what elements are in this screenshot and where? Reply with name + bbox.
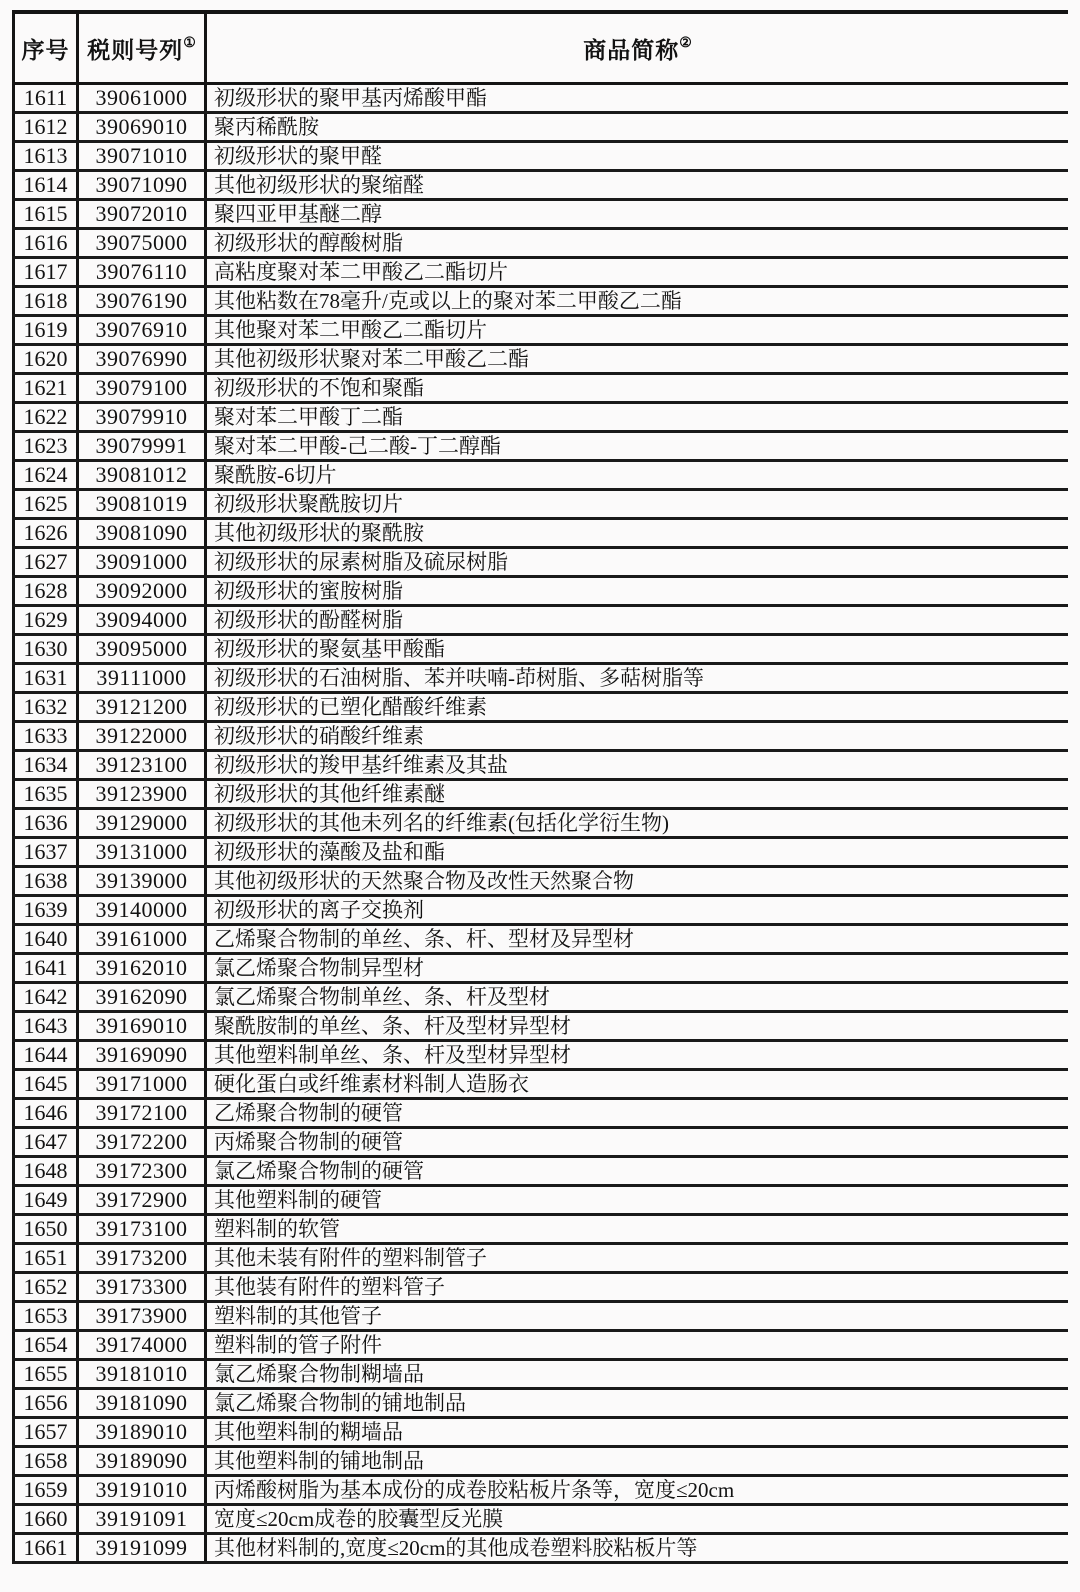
table-row [14, 519, 1069, 548]
code-cell: 39076910 [78, 316, 206, 345]
code-cell: 39072010 [78, 200, 206, 229]
table-row [14, 1157, 1069, 1186]
name-cell: 初级形状的已塑化醋酸纤维素 [206, 693, 1069, 722]
code-cell: 39076110 [78, 258, 206, 287]
table-row [14, 925, 1069, 954]
name-cell: 其他塑料制的铺地制品 [206, 1447, 1069, 1476]
seq-cell: 1661 [14, 1534, 78, 1563]
name-cell: 聚酰胺制的单丝、条、杆及型材异型材 [206, 1012, 1069, 1041]
name-cell: 初级形状的其他未列名的纤维素(包括化学衍生物) [206, 809, 1069, 838]
footnote-1-marker: ① [183, 35, 196, 51]
code-cell: 39191010 [78, 1476, 206, 1505]
table-row [14, 1244, 1069, 1273]
name-cell: 氯乙烯聚合物制异型材 [206, 954, 1069, 983]
table-row [14, 1418, 1069, 1447]
table-row [14, 1128, 1069, 1157]
table-header [14, 12, 1069, 84]
code-cell: 39169090 [78, 1041, 206, 1070]
header-name [206, 12, 1069, 84]
table-row [14, 1302, 1069, 1331]
table-row [14, 693, 1069, 722]
name-cell: 塑料制的软管 [206, 1215, 1069, 1244]
table-row [14, 1389, 1069, 1418]
seq-cell: 1611 [14, 84, 78, 113]
table-row [14, 751, 1069, 780]
name-cell: 其他粘数在78毫升/克或以上的聚对苯二甲酸乙二酯 [206, 287, 1069, 316]
table-row [14, 84, 1069, 113]
code-cell: 39129000 [78, 809, 206, 838]
footnote-2-marker: ② [679, 35, 692, 51]
seq-cell: 1635 [14, 780, 78, 809]
name-cell: 初级形状的聚氨基甲酸酯 [206, 635, 1069, 664]
name-cell: 聚酰胺-6切片 [206, 461, 1069, 490]
code-cell: 39131000 [78, 838, 206, 867]
table-row [14, 229, 1069, 258]
name-cell: 其他初级形状的聚酰胺 [206, 519, 1069, 548]
seq-cell: 1631 [14, 664, 78, 693]
table-row [14, 780, 1069, 809]
table-row [14, 345, 1069, 374]
seq-cell: 1634 [14, 751, 78, 780]
table-row [14, 1186, 1069, 1215]
code-cell: 39081090 [78, 519, 206, 548]
seq-cell: 1620 [14, 345, 78, 374]
seq-cell: 1660 [14, 1505, 78, 1534]
seq-cell: 1657 [14, 1418, 78, 1447]
table-row [14, 577, 1069, 606]
name-cell: 聚四亚甲基醚二醇 [206, 200, 1069, 229]
code-cell: 39172100 [78, 1099, 206, 1128]
seq-cell: 1621 [14, 374, 78, 403]
table-row [14, 664, 1069, 693]
code-cell: 39076190 [78, 287, 206, 316]
name-cell: 塑料制的其他管子 [206, 1302, 1069, 1331]
table-row [14, 1273, 1069, 1302]
seq-cell: 1649 [14, 1186, 78, 1215]
code-cell: 39173300 [78, 1273, 206, 1302]
table-row [14, 374, 1069, 403]
name-cell: 丙烯聚合物制的硬管 [206, 1128, 1069, 1157]
code-cell: 39171000 [78, 1070, 206, 1099]
name-cell: 聚丙稀酰胺 [206, 113, 1069, 142]
seq-cell: 1653 [14, 1302, 78, 1331]
code-cell: 39140000 [78, 896, 206, 925]
seq-cell: 1627 [14, 548, 78, 577]
code-cell: 39092000 [78, 577, 206, 606]
code-cell: 39061000 [78, 84, 206, 113]
name-cell: 其他初级形状的天然聚合物及改性天然聚合物 [206, 867, 1069, 896]
seq-cell: 1642 [14, 983, 78, 1012]
name-cell: 初级形状的藻酸及盐和酯 [206, 838, 1069, 867]
seq-cell: 1617 [14, 258, 78, 287]
code-cell: 39081019 [78, 490, 206, 519]
code-cell: 39076990 [78, 345, 206, 374]
name-cell: 初级形状的其他纤维素醚 [206, 780, 1069, 809]
table-row [14, 983, 1069, 1012]
code-cell: 39123900 [78, 780, 206, 809]
table-row [14, 113, 1069, 142]
seq-cell: 1645 [14, 1070, 78, 1099]
seq-cell: 1623 [14, 432, 78, 461]
seq-cell: 1626 [14, 519, 78, 548]
table-row [14, 1360, 1069, 1389]
code-cell: 39079991 [78, 432, 206, 461]
code-cell: 39095000 [78, 635, 206, 664]
name-cell: 其他初级形状的聚缩醛 [206, 171, 1069, 200]
name-cell: 聚对苯二甲酸丁二酯 [206, 403, 1069, 432]
code-cell: 39161000 [78, 925, 206, 954]
seq-cell: 1619 [14, 316, 78, 345]
table-row [14, 635, 1069, 664]
table-row [14, 490, 1069, 519]
name-cell: 硬化蛋白或纤维素材料制人造肠衣 [206, 1070, 1069, 1099]
table-row [14, 200, 1069, 229]
table-row [14, 1534, 1069, 1563]
seq-cell: 1625 [14, 490, 78, 519]
seq-cell: 1636 [14, 809, 78, 838]
table-row [14, 1476, 1069, 1505]
table-row [14, 258, 1069, 287]
name-cell: 初级形状的蜜胺树脂 [206, 577, 1069, 606]
name-cell: 丙烯酸树脂为基本成份的成卷胶粘板片条等，宽度≤20cm [206, 1476, 1069, 1505]
tariff-table [12, 10, 1068, 1564]
code-cell: 39162010 [78, 954, 206, 983]
code-cell: 39139000 [78, 867, 206, 896]
header-code [78, 12, 206, 84]
code-cell: 39122000 [78, 722, 206, 751]
name-cell: 其他塑料制的硬管 [206, 1186, 1069, 1215]
code-cell: 39181010 [78, 1360, 206, 1389]
seq-cell: 1647 [14, 1128, 78, 1157]
name-cell: 初级形状的尿素树脂及硫尿树脂 [206, 548, 1069, 577]
name-cell: 初级形状的离子交换剂 [206, 896, 1069, 925]
code-cell: 39081012 [78, 461, 206, 490]
name-cell: 氯乙烯聚合物制的铺地制品 [206, 1389, 1069, 1418]
name-cell: 其他聚对苯二甲酸乙二酯切片 [206, 316, 1069, 345]
table-row [14, 954, 1069, 983]
table-body [14, 84, 1069, 1563]
table-row [14, 867, 1069, 896]
seq-cell: 1641 [14, 954, 78, 983]
header-row [14, 12, 1069, 84]
seq-cell: 1614 [14, 171, 78, 200]
name-cell: 其他塑料制单丝、条、杆及型材异型材 [206, 1041, 1069, 1070]
seq-cell: 1655 [14, 1360, 78, 1389]
code-cell: 39123100 [78, 751, 206, 780]
code-cell: 39094000 [78, 606, 206, 635]
header-name-label: 商品简称 [583, 37, 680, 63]
seq-cell: 1633 [14, 722, 78, 751]
name-cell: 初级形状的不饱和聚酯 [206, 374, 1069, 403]
name-cell: 初级形状的石油树脂、苯并呋喃-茚树脂、多萜树脂等 [206, 664, 1069, 693]
table-row [14, 1505, 1069, 1534]
seq-cell: 1630 [14, 635, 78, 664]
name-cell: 其他塑料制的糊墙品 [206, 1418, 1069, 1447]
seq-cell: 1628 [14, 577, 78, 606]
table-row [14, 1331, 1069, 1360]
code-cell: 39172300 [78, 1157, 206, 1186]
seq-cell: 1637 [14, 838, 78, 867]
seq-cell: 1644 [14, 1041, 78, 1070]
seq-cell: 1650 [14, 1215, 78, 1244]
table-row [14, 1070, 1069, 1099]
table-row [14, 838, 1069, 867]
code-cell: 39169010 [78, 1012, 206, 1041]
seq-cell: 1639 [14, 896, 78, 925]
table-row [14, 403, 1069, 432]
name-cell: 其他初级形状聚对苯二甲酸乙二酯 [206, 345, 1069, 374]
code-cell: 39121200 [78, 693, 206, 722]
seq-cell: 1659 [14, 1476, 78, 1505]
table-row [14, 316, 1069, 345]
name-cell: 初级形状聚酰胺切片 [206, 490, 1069, 519]
code-cell: 39191091 [78, 1505, 206, 1534]
name-cell: 塑料制的管子附件 [206, 1331, 1069, 1360]
table-row [14, 1447, 1069, 1476]
seq-cell: 1616 [14, 229, 78, 258]
table-row [14, 606, 1069, 635]
name-cell: 乙烯聚合物制的硬管 [206, 1099, 1069, 1128]
code-cell: 39173100 [78, 1215, 206, 1244]
code-cell: 39172900 [78, 1186, 206, 1215]
name-cell: 初级形状的聚甲醛 [206, 142, 1069, 171]
name-cell: 宽度≤20cm成卷的胶囊型反光膜 [206, 1505, 1069, 1534]
name-cell: 初级形状的酚醛树脂 [206, 606, 1069, 635]
seq-cell: 1651 [14, 1244, 78, 1273]
seq-cell: 1638 [14, 867, 78, 896]
code-cell: 39189010 [78, 1418, 206, 1447]
name-cell: 初级形状的聚甲基丙烯酸甲酯 [206, 84, 1069, 113]
name-cell: 高粘度聚对苯二甲酸乙二酯切片 [206, 258, 1069, 287]
table-row [14, 142, 1069, 171]
code-cell: 39173200 [78, 1244, 206, 1273]
seq-cell: 1622 [14, 403, 78, 432]
code-cell: 39173900 [78, 1302, 206, 1331]
code-cell: 39075000 [78, 229, 206, 258]
seq-cell: 1618 [14, 287, 78, 316]
code-cell: 39181090 [78, 1389, 206, 1418]
code-cell: 39079910 [78, 403, 206, 432]
table-row [14, 548, 1069, 577]
name-cell: 其他装有附件的塑料管子 [206, 1273, 1069, 1302]
seq-cell: 1656 [14, 1389, 78, 1418]
name-cell: 初级形状的羧甲基纤维素及其盐 [206, 751, 1069, 780]
code-cell: 39189090 [78, 1447, 206, 1476]
code-cell: 39071010 [78, 142, 206, 171]
name-cell: 初级形状的醇酸树脂 [206, 229, 1069, 258]
header-seq [14, 12, 78, 84]
seq-cell: 1624 [14, 461, 78, 490]
table-row [14, 809, 1069, 838]
name-cell: 乙烯聚合物制的单丝、条、杆、型材及异型材 [206, 925, 1069, 954]
seq-cell: 1640 [14, 925, 78, 954]
code-cell: 39091000 [78, 548, 206, 577]
seq-cell: 1658 [14, 1447, 78, 1476]
seq-cell: 1632 [14, 693, 78, 722]
code-cell: 39162090 [78, 983, 206, 1012]
table-row [14, 1215, 1069, 1244]
table-row [14, 461, 1069, 490]
table-row [14, 896, 1069, 925]
code-cell: 39071090 [78, 171, 206, 200]
seq-cell: 1646 [14, 1099, 78, 1128]
seq-cell: 1629 [14, 606, 78, 635]
name-cell: 聚对苯二甲酸-己二酸-丁二醇酯 [206, 432, 1069, 461]
seq-cell: 1643 [14, 1012, 78, 1041]
name-cell: 氯乙烯聚合物制糊墙品 [206, 1360, 1069, 1389]
name-cell: 初级形状的硝酸纤维素 [206, 722, 1069, 751]
header-code-label: 税则号列 [87, 37, 184, 63]
table-row [14, 171, 1069, 200]
seq-cell: 1652 [14, 1273, 78, 1302]
table-row [14, 1041, 1069, 1070]
code-cell: 39174000 [78, 1331, 206, 1360]
seq-cell: 1648 [14, 1157, 78, 1186]
seq-cell: 1615 [14, 200, 78, 229]
seq-cell: 1612 [14, 113, 78, 142]
name-cell: 氯乙烯聚合物制的硬管 [206, 1157, 1069, 1186]
table-row [14, 1099, 1069, 1128]
name-cell: 其他材料制的,宽度≤20cm的其他成卷塑料胶粘板片等 [206, 1534, 1069, 1563]
header-seq-label: 序号 [21, 37, 70, 63]
seq-cell: 1654 [14, 1331, 78, 1360]
code-cell: 39079100 [78, 374, 206, 403]
code-cell: 39069010 [78, 113, 206, 142]
table-row [14, 722, 1069, 751]
code-cell: 39111000 [78, 664, 206, 693]
seq-cell: 1613 [14, 142, 78, 171]
table-row [14, 432, 1069, 461]
table-row [14, 287, 1069, 316]
code-cell: 39172200 [78, 1128, 206, 1157]
name-cell: 其他未装有附件的塑料制管子 [206, 1244, 1069, 1273]
code-cell: 39191099 [78, 1534, 206, 1563]
name-cell: 氯乙烯聚合物制单丝、条、杆及型材 [206, 983, 1069, 1012]
table-row [14, 1012, 1069, 1041]
